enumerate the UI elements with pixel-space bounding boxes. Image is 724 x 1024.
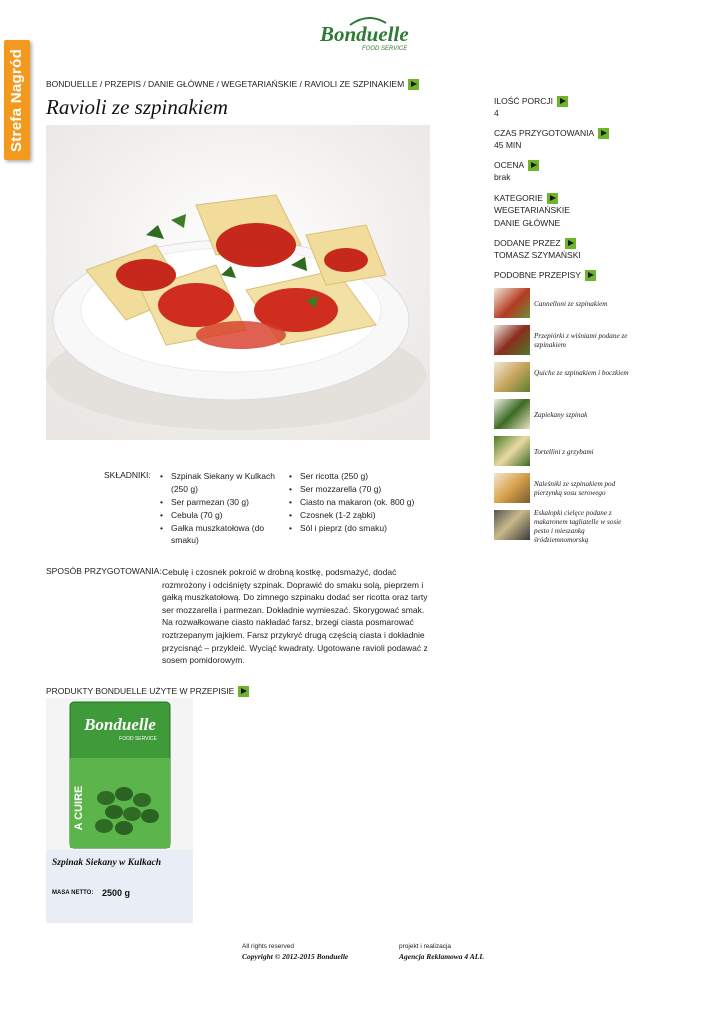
ingredient-item: • Ciasto na makaron (ok. 800 g) [289,496,429,509]
similar-thumb[interactable] [494,288,530,318]
ingredient-item: • Ser parmezan (30 g) [160,496,280,509]
categories-label: KATEGORIE [494,193,543,203]
ingredient-item: • Sól i pieprz (do smaku) [289,522,429,535]
rating-label: OCENA [494,160,525,170]
similar-header[interactable] [494,270,596,281]
preparation-label: SPOSÓB PRZYGOTOWANIA: [46,566,162,576]
footer-agency[interactable]: Agencja Reklamowa 4 ALL [399,952,484,961]
categories-link[interactable] [494,193,570,204]
net-mass-value: 2500 g [102,888,131,898]
time-link[interactable] [494,128,609,139]
logo-sub: FOOD SERVICE [362,46,408,52]
footer-project: projekt i realizacja [399,943,452,950]
similar-item[interactable]: Naleśniki ze szpinakiem pod pierzynką sosu serowego [534,480,616,497]
similar-thumb[interactable] [494,473,530,503]
author-block [494,238,581,260]
arrow-icon[interactable] [238,686,249,697]
ingredient-item: • Ser ricotta (250 g) [289,470,429,483]
footer-copyright [242,943,348,961]
rewards-zone-label: Strefa Nagród [8,48,26,152]
products-header[interactable] [46,686,249,697]
ingredient-item: • Gałka muszkatołowa (do smaku) [160,522,280,547]
portions-block [494,96,568,118]
similar-label: PODOBNE PRZEPISY [494,270,581,280]
author-link[interactable] [494,238,581,249]
arrow-icon[interactable] [585,270,596,281]
similar-item[interactable]: Eskalopki cielęce podane z makaronem tagliatelle w sosie pesto i mieszanką śródziemnomorską [534,509,622,544]
ingredients-list-2 [289,470,429,535]
category-item[interactable]: DANIE GŁÓWNE [494,218,561,229]
pack-brand: Bonduelle [84,715,156,734]
rewards-zone-tab[interactable] [4,40,30,160]
portions-link[interactable] [494,96,568,107]
footer-credits [399,943,484,961]
similar-item[interactable]: Cannelloni ze szpinakiem [534,300,608,308]
similar-thumb[interactable] [494,399,530,429]
portions-value: 4 [494,108,499,119]
net-mass-label: MASA NETTO: [52,890,94,896]
page-title: Ravioli ze szpinakiem [46,95,228,119]
portions-label: ILOŚĆ PORCJI [494,96,554,106]
pack-side: A CUIRE [73,785,85,831]
product-name[interactable]: Szpinak Siekany w Kulkach [52,858,162,868]
similar-thumb[interactable] [494,510,530,540]
pack-sub: FOOD SERVICE [119,736,157,742]
recipe-photo [46,125,430,440]
rating-block [494,160,539,182]
breadcrumb-text: BONDUELLE / PRZEPIS / DANIE GŁÓWNE / WEGETARIAŃSKIE / RAVIOLI ZE SZPINAKIEM [46,79,405,89]
arrow-icon[interactable] [557,96,568,107]
time-value: 45 MIN [494,140,522,151]
logo-brand: Bonduelle [320,22,409,46]
product-image [46,698,193,850]
similar-item[interactable]: Tortellini z grzybami [534,448,594,456]
time-block [494,128,609,150]
ingredient-item: • Ser mozzarella (70 g) [289,483,429,496]
category-item[interactable]: WEGETARIAŃSKIE [494,205,570,216]
ingredient-item: • Cebula (70 g) [160,509,280,522]
rating-value: brak [494,172,511,183]
similar-thumb[interactable] [494,436,530,466]
similar-thumb[interactable] [494,325,530,355]
author-value: TOMASZ SZYMAŃSKI [494,250,581,261]
products-label: PRODUKTY BONDUELLE UŻYTE W PRZEPISIE [46,686,235,696]
categories-block [494,193,570,228]
similar-item[interactable]: Zapiekany szpinak [534,411,588,419]
footer-rights: All rights reserved [242,943,295,950]
arrow-icon[interactable] [598,128,609,139]
arrow-icon[interactable] [528,160,539,171]
arrow-icon[interactable] [547,193,558,204]
bonduelle-logo[interactable] [318,16,408,56]
author-label: DODANE PRZEZ [494,238,561,248]
product-card[interactable] [46,698,193,923]
arrow-icon[interactable] [408,79,419,90]
similar-item[interactable]: Przepiórki z wiśniami podane ze szpinakiem [534,332,628,349]
similar-thumb[interactable] [494,362,530,392]
rating-link[interactable] [494,160,539,171]
ingredient-item: • Czosnek (1-2 ząbki) [289,509,429,522]
preparation-text: Cebulę i czosnek pokroić w drobną kostkę, podsmażyć, dodać rozmrożony i odciśnięty szpinak. Doprawić do smaku solą, pieprzem i gałką muszkatołową. Do zimnego szpinaku dodać ser ricotta oraz tarty ser mozzarella i parmezan. Dokładnie wymieszać. Skorygować smak. Na rozwałkowane ciasto nakładać farsz, brzegi ciasta posmarować roztrzepanym jajkiem. Farsz przykryć drugą częścią ciasta i dokładnie przycisnąć – przykleić. Wyciąć kwadraty. Ugotowane ravioli podawać z sosem pomidorowym. [162,567,428,666]
ingredient-item: • Szpinak Siekany w Kulkach (250 g) [160,470,280,495]
arrow-icon[interactable] [565,238,576,249]
ingredients-list-1 [160,470,280,547]
ingredients-label: SKŁADNIKI: [104,470,151,480]
breadcrumb[interactable] [46,79,419,90]
footer-copyright-text: Copyright © 2012-2015 Bonduelle [242,952,349,961]
similar-item[interactable]: Quiche ze szpinakiem i boczkiem [534,369,629,377]
time-label: CZAS PRZYGOTOWANIA [494,128,595,138]
